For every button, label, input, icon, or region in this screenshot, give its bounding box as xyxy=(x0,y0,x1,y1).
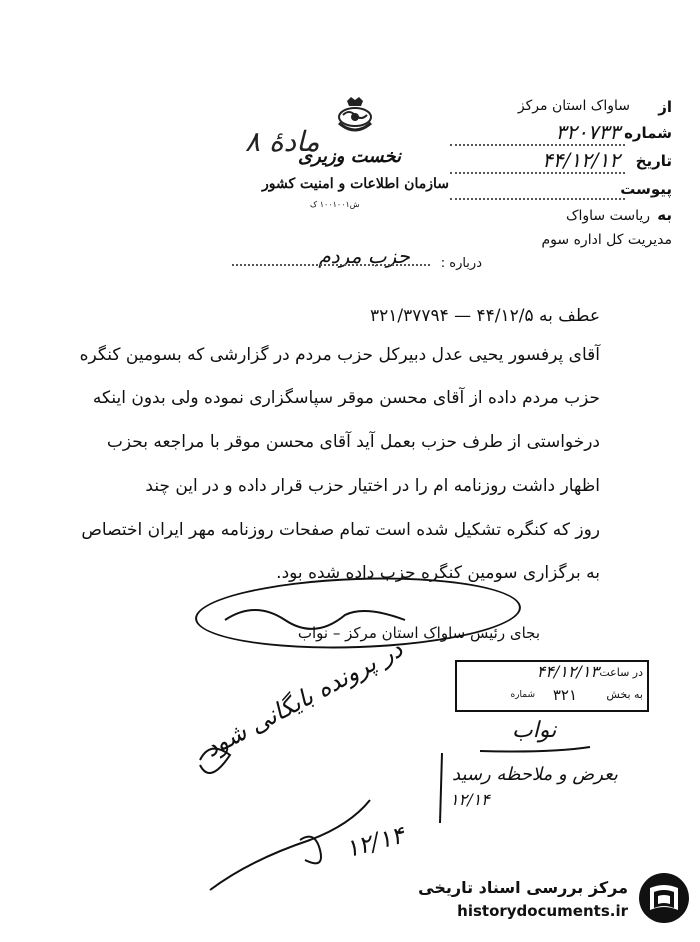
office-note-rule xyxy=(440,745,600,825)
reference-line: عطف به ۴۴/۱۲/۵ — ۳۲۱/۳۷۷۹۴ xyxy=(369,306,600,326)
handwritten-article-note: مادهٔ ۸ xyxy=(245,125,320,158)
date-label: تاریخ xyxy=(635,152,672,170)
number-value: ۳۲۰۷۳۳ xyxy=(555,120,620,144)
lion-and-sun-crest-icon xyxy=(325,95,385,145)
signature-scribble xyxy=(220,600,420,630)
body-line: روز که کنگره تشکیل شده است تمام صفحات روزنامه مهر ایران اختصاص xyxy=(81,520,600,540)
body-line: آقای پرفسور یحیی عدل دبیرکل حزب مردم در گزارشی که بسومین کنگره xyxy=(79,345,600,365)
number-label: شماره xyxy=(624,124,672,142)
registration-stamp xyxy=(455,660,649,712)
body-line: اظهار داشت روزنامه ام را در اختیار حزب قرار داده و در این چند xyxy=(145,476,600,496)
subject-label: درباره : xyxy=(440,256,482,271)
date-value: ۴۴/۱۲/۱۲ xyxy=(542,148,620,172)
body-line: به برگزاری سومین کنگره حزب داده شده بود. xyxy=(276,563,600,583)
handwritten-archive-date: ۱۲/۱۴ xyxy=(342,820,408,864)
handwritten-office-date: ۱۲/۱۴ xyxy=(450,790,490,809)
from-label: از xyxy=(658,98,672,116)
date-underline xyxy=(450,172,625,174)
archive-note-strokes xyxy=(180,730,380,900)
stamp-to-label: به بخش xyxy=(606,688,643,701)
to-value: ریاست ساواک xyxy=(565,208,650,224)
department-value: مدیریت کل اداره سوم xyxy=(541,232,672,248)
signature-line: بجای رئیس ساواک استان مرکز – نواب xyxy=(297,624,540,642)
subject-value: حزب مردم xyxy=(318,244,410,268)
body-line: حزب مردم داده از آقای محسن موقر سپاسگزاری نموده ولی بدون اینکه xyxy=(92,388,600,408)
history-documents-logo-icon xyxy=(638,872,690,924)
attachment-label: پیوست xyxy=(620,180,672,198)
handwritten-nawab: نواب xyxy=(512,718,557,743)
handwritten-office-note: بعرض و ملاحظه رسید xyxy=(452,764,618,785)
letterhead-code: ش۱۰۰۱۰۰۱ ک xyxy=(310,200,360,209)
handwritten-archive-note: در پرونده بایگانی شود xyxy=(200,634,408,763)
stamp-number-label: شماره xyxy=(510,690,535,700)
subject-underline xyxy=(232,264,430,266)
to-label: به xyxy=(657,206,672,224)
letterhead-ministry: نخست وزیری xyxy=(298,146,402,167)
from-value: ساواک استان مرکز xyxy=(517,98,630,114)
letterhead-organization: سازمان اطلاعات و امنیت کشور xyxy=(262,176,449,192)
body-line: درخواستی از طرف حزب بعمل آید آقای محسن موقر با مراجعه بحزب xyxy=(106,432,600,452)
number-underline xyxy=(450,144,625,146)
stamp-number: ۳۲۱ xyxy=(552,686,577,704)
footer-org-name: مرکز بررسی اسناد تاریخی xyxy=(418,878,628,897)
attachment-underline xyxy=(450,198,625,200)
stamp-in-label: در ساعت xyxy=(599,666,643,679)
footer-url[interactable]: historydocuments.ir xyxy=(457,902,628,920)
stamp-date: ۴۴/۱۲/۱۳ xyxy=(536,662,599,681)
